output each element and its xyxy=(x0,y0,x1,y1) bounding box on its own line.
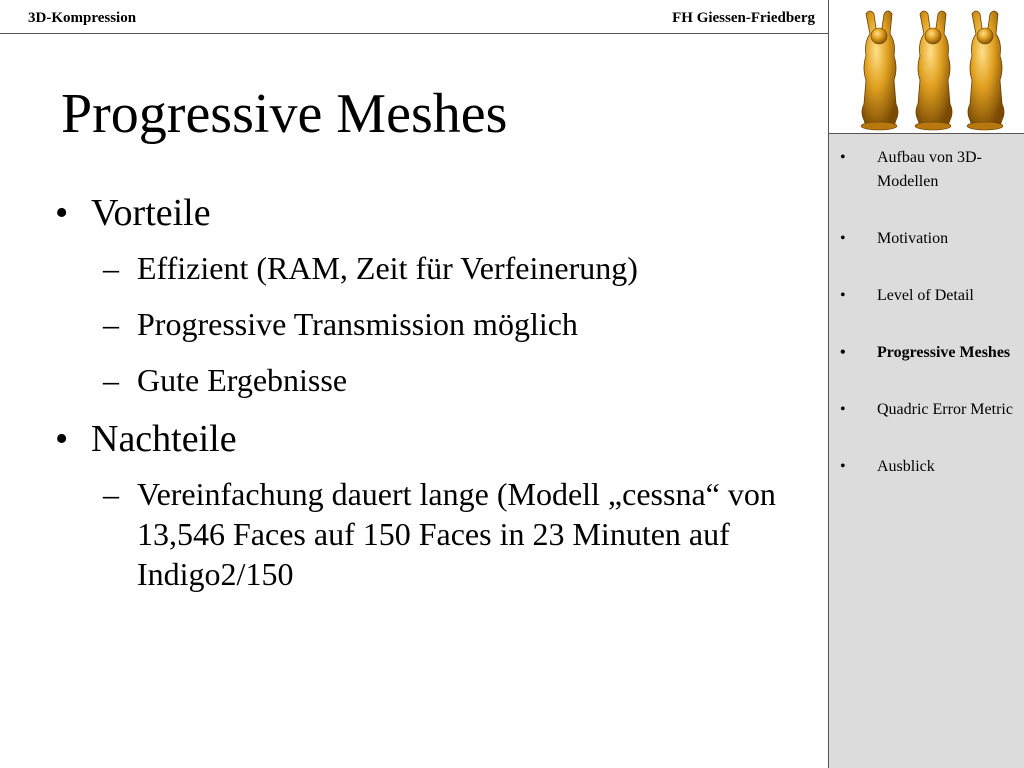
sidebar-item-ausblick[interactable] xyxy=(829,455,1024,479)
bullet-icon: • xyxy=(840,287,846,304)
sub-bullet-text: Effizient (RAM, Zeit für Verfeinerung) xyxy=(137,250,638,286)
sub-bullet-text: Vereinfachung dauert lange (Modell „cessna“ von 13,546 Faces auf 150 Faces in 23 Minuten auf Indigo2/150 xyxy=(137,476,776,592)
dash-icon: – xyxy=(103,306,119,342)
sidebar-item-label: Aufbau von 3D-Modellen xyxy=(877,149,982,190)
bullet-icon: • xyxy=(840,149,846,166)
header-course-title: 3D-Kompression xyxy=(28,10,137,26)
buddha-figure xyxy=(915,11,952,130)
bullet-icon: • xyxy=(840,344,846,361)
header-divider xyxy=(0,33,828,34)
bullet-icon: • xyxy=(55,192,69,234)
dash-icon: – xyxy=(103,476,119,512)
sidebar-navigation xyxy=(828,133,1024,768)
sub-bullet xyxy=(55,248,795,288)
sidebar-item-label: Motivation xyxy=(877,230,949,247)
slide-title: Progressive Meshes xyxy=(61,83,508,145)
sidebar-item-label: Progressive Meshes xyxy=(877,344,1011,361)
sidebar-item-level-of-detail[interactable] xyxy=(829,284,1024,308)
dash-icon: – xyxy=(103,250,119,286)
sidebar-item-label: Level of Detail xyxy=(877,287,974,304)
sidebar-item-label: Quadric Error Metric xyxy=(877,401,1013,418)
sub-bullet-text: Gute Ergebnisse xyxy=(137,362,348,398)
sidebar-nav-list xyxy=(829,146,1024,512)
sidebar-item-aufbau[interactable] xyxy=(829,146,1024,194)
bullet-nachteile xyxy=(55,416,795,462)
buddha-models-image xyxy=(852,8,1012,132)
bullet-icon: • xyxy=(840,230,846,247)
header-institution: FH Giessen-Friedberg xyxy=(672,10,815,26)
sub-bullet xyxy=(55,304,795,344)
bullet-label: Vorteile xyxy=(91,192,211,234)
bullet-label: Nachteile xyxy=(91,418,237,460)
buddha-figure xyxy=(861,11,898,130)
dash-icon: – xyxy=(103,362,119,398)
bullet-icon: • xyxy=(840,458,846,475)
sidebar-item-quadric-error-metric[interactable] xyxy=(829,398,1024,422)
sidebar-item-label: Ausblick xyxy=(877,458,935,475)
sidebar-item-progressive-meshes[interactable] xyxy=(829,341,1024,365)
sub-bullet xyxy=(55,360,795,400)
slide-content xyxy=(55,190,795,610)
sub-bullet xyxy=(55,474,795,594)
sub-bullet-text: Progressive Transmission möglich xyxy=(137,306,578,342)
bullet-icon: • xyxy=(840,401,846,418)
bullet-vorteile xyxy=(55,190,795,236)
buddha-figure xyxy=(967,11,1004,130)
sidebar-item-motivation[interactable] xyxy=(829,227,1024,251)
bullet-icon: • xyxy=(55,418,69,460)
